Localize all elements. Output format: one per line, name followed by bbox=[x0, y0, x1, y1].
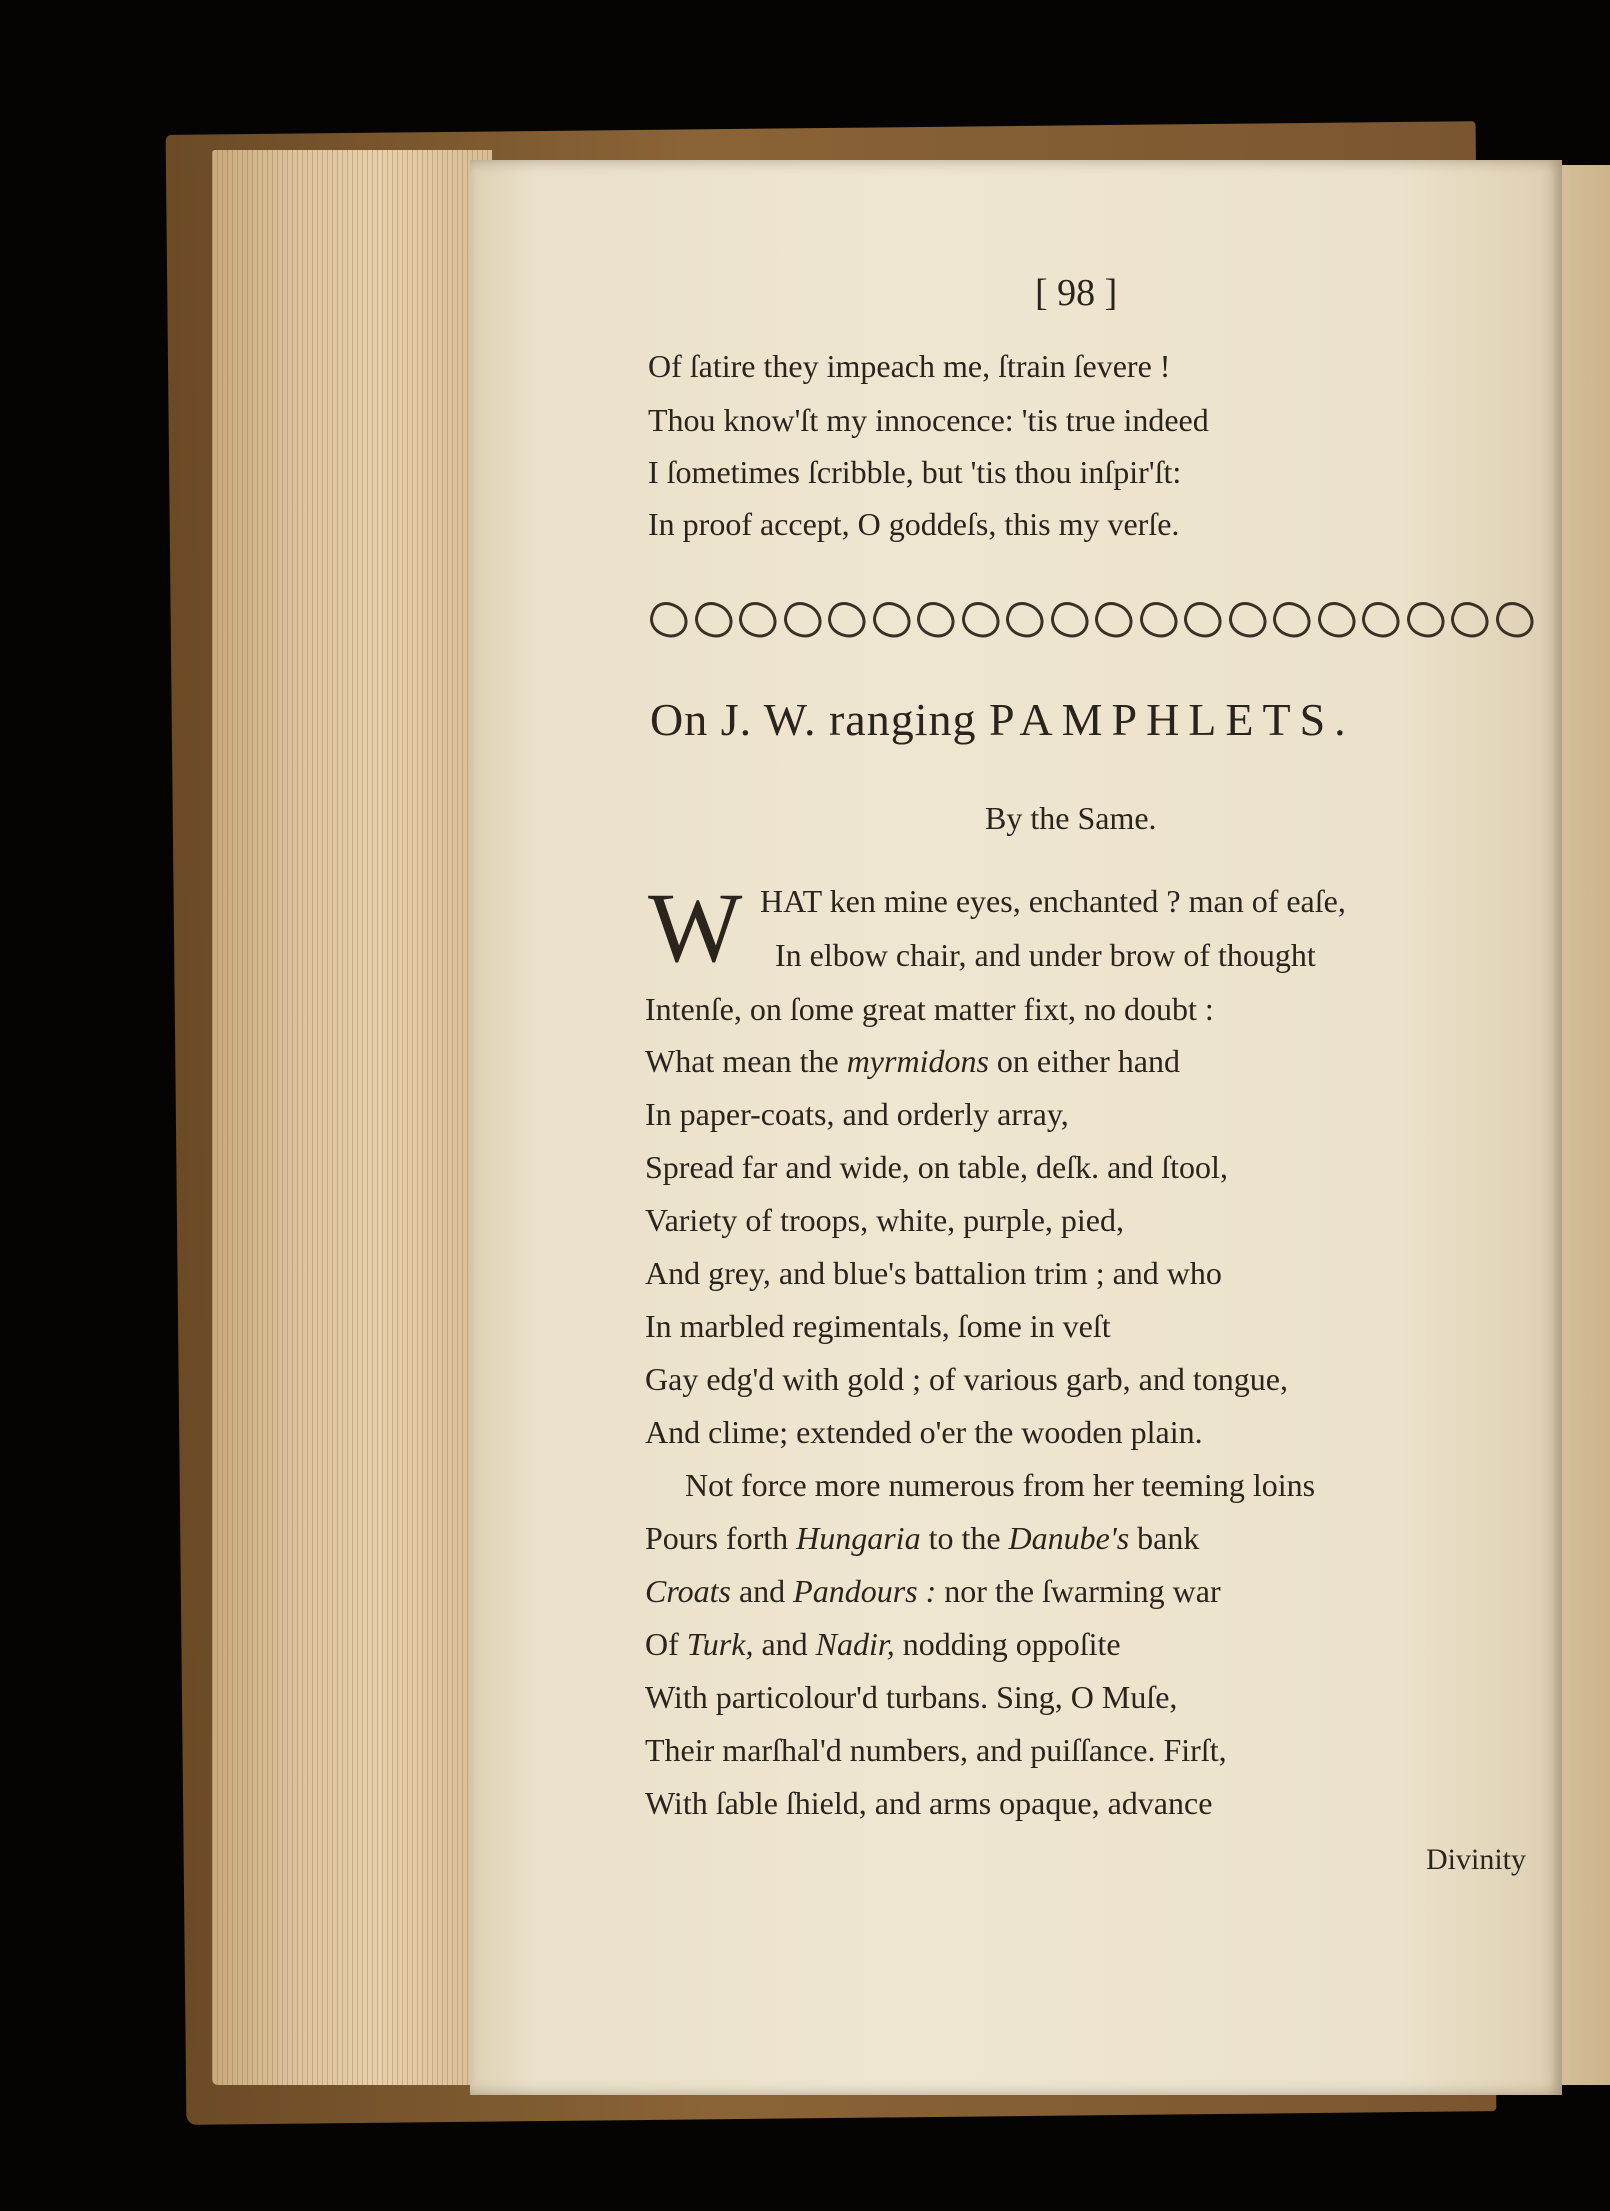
ornamental-divider bbox=[650, 600, 1534, 640]
line-part: bank bbox=[1137, 1520, 1200, 1556]
stanza-line: In proof accept, O goddeſs, this my verſe. bbox=[648, 506, 1180, 542]
line-part: to the bbox=[928, 1520, 1001, 1556]
poem-line bbox=[645, 1045, 1180, 1077]
stanza-line: Of ſatire they impeach me, ſtrain ſevere ! bbox=[648, 348, 1171, 384]
line-part: and bbox=[761, 1626, 808, 1662]
poem-line: In elbow chair, and under brow of thought bbox=[775, 937, 1316, 973]
italic-word: Pandours : bbox=[793, 1573, 937, 1609]
poem-line: Not force more numerous from her teeming loins bbox=[685, 1467, 1316, 1503]
poem-title bbox=[650, 693, 1355, 746]
italic-word: Nadir, bbox=[815, 1626, 895, 1662]
italic-word: Hungaria bbox=[796, 1520, 921, 1556]
italic-word: myrmidons bbox=[846, 1043, 989, 1079]
line-part: Of bbox=[645, 1626, 679, 1662]
drop-cap: W bbox=[648, 872, 743, 983]
poem-line: Variety of troops, white, purple, pied, bbox=[645, 1202, 1124, 1238]
poem-line bbox=[645, 1522, 1199, 1554]
byline: By the Same. bbox=[985, 800, 1157, 836]
italic-word: Turk, bbox=[686, 1626, 754, 1662]
stanza-line: Thou know'ſt my innocence: 'tis true indeed bbox=[648, 402, 1209, 438]
line-part: nor the ſwarming war bbox=[944, 1573, 1221, 1609]
poem-line bbox=[645, 1628, 1121, 1660]
line-part: and bbox=[738, 1573, 786, 1609]
poem-line: With particolour'd turbans. Sing, O Muſe, bbox=[645, 1679, 1178, 1715]
poem-line: Their marſhal'd numbers, and puiſſance. Firſt, bbox=[645, 1732, 1227, 1768]
poem-line: In marbled regimentals, ſome in veſt bbox=[645, 1308, 1111, 1344]
poem-line: HAT ken mine eyes, enchanted ? man of eaſe, bbox=[760, 883, 1346, 919]
poem-line: And clime; extended o'er the wooden plain. bbox=[645, 1414, 1203, 1450]
line-part: What mean the bbox=[645, 1043, 839, 1079]
italic-word: Croats bbox=[645, 1573, 731, 1609]
italic-word: Danube's bbox=[1008, 1520, 1130, 1556]
poem-line: Spread far and wide, on table, deſk. and ſtool, bbox=[645, 1149, 1228, 1185]
poem-line: And grey, and blue's battalion trim ; and who bbox=[645, 1255, 1222, 1291]
line-part: Pours forth bbox=[645, 1520, 789, 1556]
title-prefix: On J. W. ranging bbox=[650, 694, 977, 745]
catchword: Divinity bbox=[1426, 1843, 1527, 1876]
stanza-line: I ſometimes ſcribble, but 'tis thou inſpir'ſt: bbox=[648, 454, 1182, 490]
poem-line: Intenſe, on ſome great matter fixt, no doubt : bbox=[645, 991, 1214, 1027]
poem-line: In paper-coats, and orderly array, bbox=[645, 1096, 1069, 1132]
line-part: nodding oppoſite bbox=[902, 1626, 1121, 1662]
poem-line: With ſable ſhield, and arms opaque, advance bbox=[645, 1785, 1213, 1821]
page-number: [ 98 ] bbox=[1035, 272, 1118, 314]
title-caps: PAMPHLETS. bbox=[989, 694, 1355, 745]
line-part: on either hand bbox=[996, 1043, 1180, 1079]
poem-line: Gay edg'd with gold ; of various garb, and tongue, bbox=[645, 1361, 1288, 1397]
page-edges bbox=[212, 150, 492, 2085]
poem-line bbox=[645, 1575, 1221, 1607]
